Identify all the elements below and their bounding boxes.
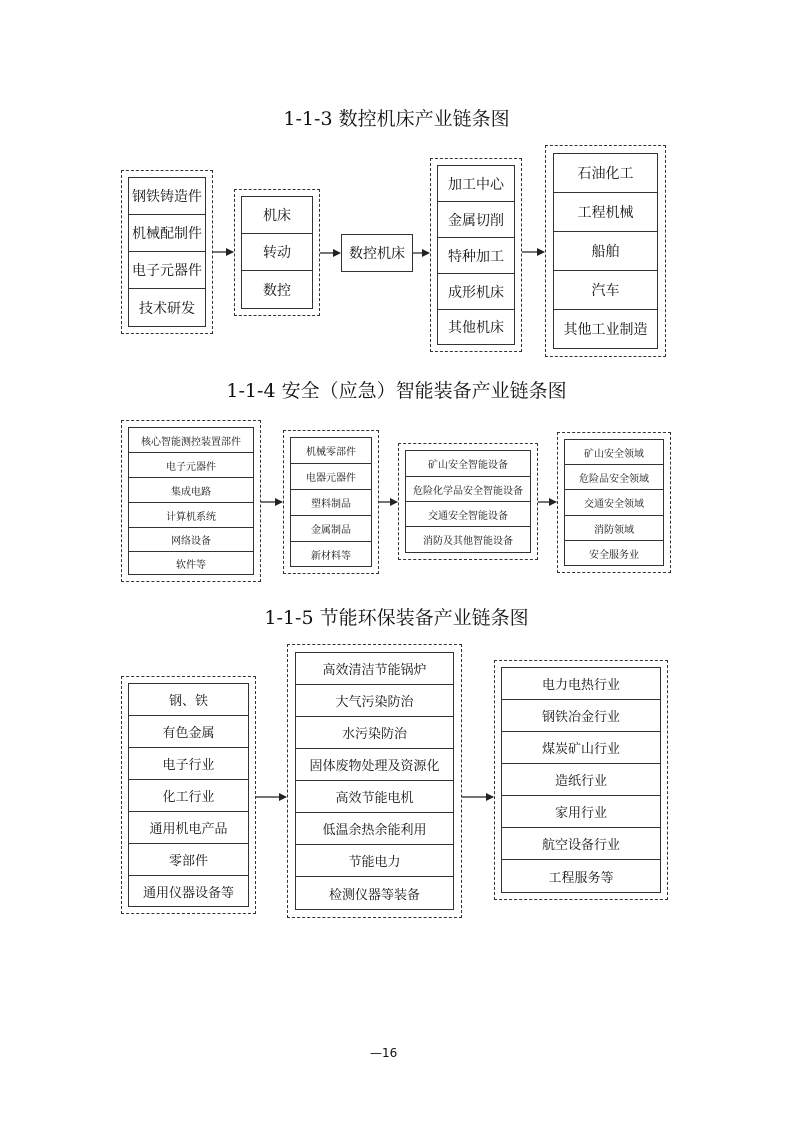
energy-input-item: 零部件 xyxy=(129,844,248,876)
cnc-component-item: 机床 xyxy=(242,197,312,234)
energy-input-item: 通用仪器设备等 xyxy=(142,885,234,901)
safety-equipment-item: 危险化学品安全智能设备 xyxy=(406,477,530,502)
safety-field-item: 危险品安全领域 xyxy=(565,465,663,490)
safety-core-item: 电子元器件 xyxy=(129,453,253,478)
diagram-title-energy: 1-1-5 节能环保装备产业链条图 xyxy=(264,607,529,629)
safety-equipment-item: 矿山安全智能设备 xyxy=(406,451,530,477)
safety-equipment-item: 交通安全智能设备 xyxy=(406,502,530,527)
cnc-material-item: 机械配制件 xyxy=(129,215,205,252)
energy-industry-item: 造纸行业 xyxy=(502,764,660,796)
energy-input-item: 化工行业 xyxy=(129,780,248,812)
safety-core-item: 软件等 xyxy=(176,559,206,571)
cnc-type-item: 其他机床 xyxy=(448,320,504,336)
cnc-material-item: 技术研发 xyxy=(139,300,195,317)
energy-input-item: 钢、铁 xyxy=(129,684,248,716)
diagram-title-safety: 1-1-4 安全（应急）智能装备产业链条图 xyxy=(226,380,567,402)
energy-industry-item: 煤炭矿山行业 xyxy=(502,732,660,764)
energy-industry-item: 工程服务等 xyxy=(548,870,614,886)
energy-input-item: 有色金属 xyxy=(129,716,248,748)
diagram-title-cnc: 1-1-3 数控机床产业链条图 xyxy=(283,108,510,130)
safety-field-item: 矿山安全领域 xyxy=(565,440,663,465)
energy-equipment-item: 检测仪器等装备 xyxy=(328,887,420,903)
safety-core-item: 核心智能测控装置部件 xyxy=(129,428,253,453)
safety-core-item: 网络设备 xyxy=(129,528,253,552)
cnc-type-item: 加工中心 xyxy=(438,166,514,202)
cnc-machine-box: 数控机床 xyxy=(341,234,413,272)
cnc-material-item: 电子元器件 xyxy=(129,252,205,289)
safety-core-item: 集成电路 xyxy=(129,478,253,503)
cnc-type-item: 成形机床 xyxy=(438,274,514,310)
energy-equipment-item: 水污染防治 xyxy=(296,717,453,749)
safety-field-item: 消防领域 xyxy=(565,516,663,541)
energy-equipment-item: 节能电力 xyxy=(296,845,453,877)
energy-equipment-item: 高效节能电机 xyxy=(296,781,453,813)
safety-equipment-item: 消防及其他智能设备 xyxy=(423,536,513,547)
cnc-application-item: 石油化工 xyxy=(554,154,657,193)
cnc-component-item: 转动 xyxy=(242,234,312,271)
cnc-type-item: 金属切削 xyxy=(438,202,514,238)
safety-part-item: 塑料制品 xyxy=(291,490,371,516)
energy-equipment-item: 低温余热余能利用 xyxy=(296,813,453,845)
safety-part-item: 新材料等 xyxy=(311,550,351,562)
energy-equipment-item: 大气污染防治 xyxy=(296,685,453,717)
page-number: —16 xyxy=(370,1046,398,1060)
safety-part-item: 电器元器件 xyxy=(291,464,371,490)
safety-field-item: 安全服务业 xyxy=(589,549,639,561)
energy-equipment-item: 固体废物处理及资源化 xyxy=(296,749,453,781)
energy-input-item: 通用机电产品 xyxy=(129,812,248,844)
energy-industry-item: 钢铁冶金行业 xyxy=(502,700,660,732)
energy-input-item: 电子行业 xyxy=(129,748,248,780)
cnc-application-item: 船舶 xyxy=(554,232,657,271)
energy-equipment-item: 高效清洁节能锅炉 xyxy=(296,653,453,685)
energy-industry-item: 家用行业 xyxy=(502,796,660,828)
cnc-type-item: 特种加工 xyxy=(438,238,514,274)
cnc-application-item: 其他工业制造 xyxy=(563,322,648,338)
cnc-component-item: 数控 xyxy=(263,282,291,299)
safety-part-item: 金属制品 xyxy=(291,516,371,542)
safety-field-item: 交通安全领域 xyxy=(565,490,663,516)
energy-industry-item: 航空设备行业 xyxy=(502,828,660,860)
cnc-application-item: 工程机械 xyxy=(554,193,657,232)
safety-part-item: 机械零部件 xyxy=(291,438,371,464)
safety-core-item: 计算机系统 xyxy=(129,503,253,528)
cnc-material-item: 钢铁铸造件 xyxy=(129,178,205,215)
energy-industry-item: 电力电热行业 xyxy=(502,668,660,700)
cnc-application-item: 汽车 xyxy=(554,271,657,310)
